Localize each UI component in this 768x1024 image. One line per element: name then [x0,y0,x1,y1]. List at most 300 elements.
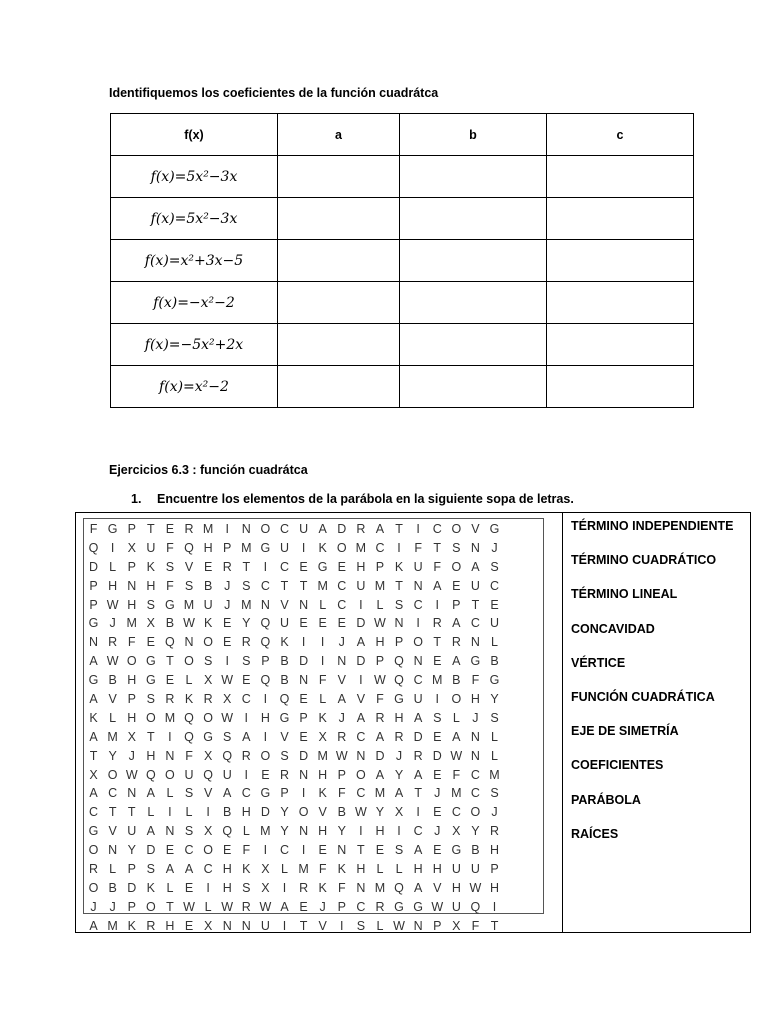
grid-letter[interactable]: I [301,843,306,858]
grid-letter[interactable]: Y [242,616,251,631]
grid-letter[interactable]: R [375,899,385,914]
grid-letter[interactable]: M [107,918,118,933]
grid-letter[interactable]: L [166,880,174,895]
grid-letter[interactable]: A [89,729,98,744]
grid-letter[interactable]: V [280,729,289,744]
grid-letter[interactable]: C [470,616,480,631]
grid-letter[interactable]: F [471,918,480,933]
grid-letter[interactable]: X [203,748,213,763]
grid-letter[interactable]: C [279,843,289,858]
grid-letter[interactable]: X [146,616,155,631]
grid-letter[interactable]: O [184,654,194,669]
grid-letter[interactable]: X [203,918,213,933]
grid-letter[interactable]: O [336,540,347,555]
grid-letter[interactable]: Q [165,635,175,650]
grid-letter[interactable]: Q [222,824,233,839]
grid-letter[interactable]: O [203,710,213,725]
grid-letter[interactable]: S [146,862,155,877]
grid-letter[interactable]: G [145,673,156,688]
grid-letter[interactable]: T [357,843,365,858]
grid-letter[interactable]: P [127,559,136,574]
grid-letter[interactable]: E [452,578,461,593]
answer-cell-c[interactable] [547,324,694,366]
grid-letter[interactable]: Q [394,673,404,688]
grid-letter[interactable]: B [471,843,480,858]
grid-letter[interactable]: K [203,616,213,631]
grid-letter[interactable]: S [242,654,251,669]
grid-letter[interactable]: M [202,522,214,536]
answer-cell-b[interactable] [400,324,547,366]
grid-letter[interactable]: S [165,559,175,574]
grid-letter[interactable]: Y [280,824,289,839]
grid-letter[interactable]: I [225,654,229,669]
grid-letter[interactable]: O [413,635,423,650]
grid-letter[interactable]: T [166,899,174,914]
grid-letter[interactable]: E [299,559,308,574]
grid-letter[interactable]: S [394,843,404,858]
grid-letter[interactable]: O [260,522,271,536]
grid-letter[interactable]: W [431,899,444,914]
grid-letter[interactable]: U [356,578,366,593]
grid-letter[interactable]: Q [394,654,404,669]
grid-letter[interactable]: I [168,805,172,820]
grid-letter[interactable]: X [452,918,461,933]
grid-letter[interactable]: F [166,540,174,555]
grid-letter[interactable]: U [184,767,194,782]
grid-letter[interactable]: D [127,880,137,895]
grid-letter[interactable]: S [242,578,251,593]
grid-letter[interactable]: G [470,654,481,669]
grid-letter[interactable]: E [299,729,308,744]
grid-letter[interactable]: W [183,899,195,914]
grid-letter[interactable]: L [185,805,193,820]
grid-letter[interactable]: U [413,692,423,707]
grid-letter[interactable]: H [108,578,118,593]
grid-letter[interactable]: I [416,805,420,820]
grid-letter[interactable]: H [432,862,442,877]
grid-letter[interactable]: S [203,654,213,669]
grid-letter[interactable]: I [282,880,287,895]
grid-letter[interactable]: O [470,805,481,820]
grid-letter[interactable]: F [318,862,327,877]
grid-letter[interactable]: Q [470,899,481,914]
grid-letter[interactable]: R [279,767,289,782]
grid-letter[interactable]: I [263,559,268,574]
grid-letter[interactable]: N [127,578,137,593]
grid-letter[interactable]: B [280,673,289,688]
grid-letter[interactable]: Y [490,692,499,707]
answer-cell-a[interactable] [278,324,400,366]
grid-letter[interactable]: N [337,654,347,669]
grid-letter[interactable]: A [394,786,404,801]
grid-letter[interactable]: A [89,786,98,801]
grid-letter[interactable]: N [470,729,480,744]
grid-letter[interactable]: H [222,880,232,895]
grid-letter[interactable]: L [491,635,498,650]
grid-letter[interactable]: R [299,880,309,895]
grid-letter[interactable]: A [413,767,423,782]
grid-letter[interactable]: I [244,767,249,782]
grid-letter[interactable]: Y [337,824,346,839]
grid-letter[interactable]: L [147,805,155,820]
grid-letter[interactable]: D [413,729,423,744]
grid-letter[interactable]: E [433,767,442,782]
grid-letter[interactable]: N [299,767,309,782]
grid-letter[interactable]: U [127,824,137,839]
grid-letter[interactable]: O [165,767,175,782]
grid-letter[interactable]: A [337,692,346,707]
grid-letter[interactable]: E [146,635,155,650]
grid-letter[interactable]: V [184,559,194,574]
grid-letter[interactable]: S [452,540,461,555]
grid-letter[interactable]: T [395,522,403,536]
grid-letter[interactable]: M [489,767,500,782]
grid-letter[interactable]: R [241,635,251,650]
grid-letter[interactable]: K [318,880,327,895]
grid-letter[interactable]: E [318,843,327,858]
grid-letter[interactable]: H [127,673,137,688]
grid-letter[interactable]: F [318,673,327,688]
grid-letter[interactable]: Y [108,748,117,763]
grid-letter[interactable]: E [490,597,499,612]
grid-letter[interactable]: G [489,522,500,536]
grid-letter[interactable]: P [280,786,289,801]
answer-cell-c[interactable] [547,282,694,324]
grid-letter[interactable]: N [299,597,309,612]
grid-letter[interactable]: X [203,824,213,839]
grid-letter[interactable]: L [185,673,193,688]
grid-letter[interactable]: Q [88,540,99,555]
grid-letter[interactable]: U [203,597,213,612]
grid-letter[interactable]: B [108,880,117,895]
grid-letter[interactable]: I [416,522,420,536]
grid-letter[interactable]: F [242,843,251,858]
grid-letter[interactable]: S [146,692,155,707]
grid-letter[interactable]: H [451,880,461,895]
grid-letter[interactable]: I [320,635,325,650]
grid-letter[interactable]: J [338,635,345,650]
grid-letter[interactable]: T [242,559,251,574]
grid-letter[interactable]: G [413,899,423,914]
grid-letter[interactable]: M [374,786,386,801]
grid-letter[interactable]: I [320,654,325,669]
grid-letter[interactable]: F [166,578,174,593]
grid-letter[interactable]: N [184,635,194,650]
grid-letter[interactable]: P [127,899,136,914]
grid-letter[interactable]: N [413,918,423,933]
grid-letter[interactable]: H [413,862,423,877]
grid-letter[interactable]: G [394,899,404,914]
grid-letter[interactable]: L [319,597,327,612]
grid-letter[interactable]: T [147,522,155,536]
grid-letter[interactable]: W [354,805,367,820]
answer-cell-c[interactable] [547,198,694,240]
grid-letter[interactable]: K [318,710,327,725]
grid-letter[interactable]: V [356,692,366,707]
grid-letter[interactable]: K [146,880,155,895]
grid-letter[interactable]: T [147,729,155,744]
grid-letter[interactable]: H [146,578,156,593]
grid-letter[interactable]: L [281,862,288,877]
grid-letter[interactable]: F [414,540,422,555]
grid-letter[interactable]: K [127,918,136,933]
grid-letter[interactable]: H [356,862,366,877]
grid-letter[interactable]: R [184,522,194,536]
grid-letter[interactable]: H [203,540,213,555]
grid-letter[interactable]: G [107,522,118,536]
grid-letter[interactable]: B [203,578,213,593]
grid-letter[interactable]: K [242,862,251,877]
grid-letter[interactable]: W [221,710,234,725]
grid-letter[interactable]: W [393,918,405,933]
grid-letter[interactable]: M [432,673,443,688]
grid-letter[interactable]: J [491,540,498,555]
grid-letter[interactable]: M [164,710,176,725]
grid-letter[interactable]: H [470,692,480,707]
grid-letter[interactable]: E [299,899,308,914]
grid-letter[interactable]: C [413,673,423,688]
grid-letter[interactable]: C [356,899,366,914]
grid-letter[interactable]: E [165,843,175,858]
grid-letter[interactable]: I [263,692,268,707]
grid-letter[interactable]: D [337,522,347,536]
grid-letter[interactable]: Y [280,805,289,820]
grid-letter[interactable]: D [375,748,385,763]
grid-letter[interactable]: A [413,880,423,895]
grid-letter[interactable]: E [223,635,232,650]
grid-letter[interactable]: E [433,654,442,669]
grid-letter[interactable]: I [301,540,306,555]
grid-letter[interactable]: F [337,880,346,895]
grid-letter[interactable]: E [223,843,232,858]
grid-letter[interactable]: Q [260,616,271,631]
grid-letter[interactable]: K [280,635,289,650]
grid-letter[interactable]: V [203,786,213,801]
grid-letter[interactable]: L [109,710,117,725]
grid-letter[interactable]: L [376,862,384,877]
grid-letter[interactable]: B [452,673,461,688]
grid-letter[interactable]: N [127,786,137,801]
grid-letter[interactable]: F [185,748,193,763]
grid-letter[interactable]: R [108,635,118,650]
answer-cell-a[interactable] [278,282,400,324]
grid-letter[interactable]: J [109,899,116,914]
grid-letter[interactable]: I [244,710,249,725]
grid-letter[interactable]: Q [279,692,290,707]
grid-letter[interactable]: J [109,616,116,631]
grid-letter[interactable]: T [395,578,403,593]
grid-letter[interactable]: F [452,767,461,782]
grid-letter[interactable]: N [413,654,423,669]
grid-letter[interactable]: G [88,824,99,839]
grid-letter[interactable]: T [414,786,422,801]
grid-letter[interactable]: R [337,729,347,744]
grid-letter[interactable]: S [184,824,194,839]
grid-letter[interactable]: P [452,597,461,612]
grid-letter[interactable]: U [146,540,156,555]
grid-letter[interactable]: E [337,616,346,631]
grid-letter[interactable]: G [88,616,99,631]
grid-letter[interactable]: S [433,710,442,725]
grid-letter[interactable]: C [432,522,442,536]
answer-cell-b[interactable] [400,156,547,198]
grid-letter[interactable]: N [165,748,175,763]
grid-letter[interactable]: V [108,824,117,839]
grid-letter[interactable]: C [451,805,461,820]
grid-letter[interactable]: M [451,786,462,801]
grid-letter[interactable]: U [490,616,500,631]
grid-letter[interactable]: R [432,616,442,631]
answer-cell-b[interactable] [400,282,547,324]
grid-letter[interactable]: C [279,522,289,536]
grid-letter[interactable]: P [127,522,136,536]
grid-letter[interactable]: S [146,597,155,612]
grid-letter[interactable]: Q [184,729,194,744]
grid-letter[interactable]: P [394,635,404,650]
grid-letter[interactable]: O [355,767,366,782]
grid-letter[interactable]: M [317,578,328,593]
grid-letter[interactable]: P [299,710,308,725]
grid-letter[interactable]: T [280,578,289,593]
grid-letter[interactable]: E [165,522,175,536]
grid-letter[interactable]: H [260,710,270,725]
grid-letter[interactable]: A [356,710,366,725]
grid-letter[interactable]: Q [184,710,194,725]
grid-letter[interactable]: A [413,710,423,725]
grid-letter[interactable]: W [259,899,272,914]
grid-letter[interactable]: R [413,748,423,763]
grid-letter[interactable]: N [470,748,480,763]
grid-letter[interactable]: I [206,805,210,820]
grid-letter[interactable]: K [184,692,194,707]
grid-letter[interactable]: H [222,862,232,877]
grid-letter[interactable]: N [299,673,309,688]
grid-letter[interactable]: N [89,635,99,650]
grid-letter[interactable]: I [359,597,363,612]
grid-letter[interactable]: U [451,899,461,914]
grid-letter[interactable]: I [110,540,115,555]
answer-cell-c[interactable] [547,240,694,282]
grid-letter[interactable]: M [107,729,118,744]
grid-letter[interactable]: H [356,559,366,574]
grid-letter[interactable]: T [89,748,98,763]
grid-letter[interactable]: E [203,559,213,574]
grid-letter[interactable]: M [374,880,386,895]
grid-letter[interactable]: H [165,918,175,933]
grid-letter[interactable]: M [298,862,309,877]
grid-letter[interactable]: G [260,786,271,801]
grid-letter[interactable]: X [127,540,136,555]
grid-letter[interactable]: D [356,654,366,669]
answer-cell-b[interactable] [400,240,547,282]
grid-letter[interactable]: J [90,899,97,914]
grid-letter[interactable]: X [203,673,213,688]
grid-letter[interactable]: V [280,597,289,612]
grid-letter[interactable]: A [471,559,480,574]
grid-letter[interactable]: O [203,635,213,650]
grid-letter[interactable]: O [107,767,118,782]
grid-letter[interactable]: A [165,862,175,877]
grid-letter[interactable]: I [416,616,420,631]
grid-letter[interactable]: A [375,729,385,744]
grid-letter[interactable]: A [89,692,98,707]
grid-letter[interactable]: P [337,899,346,914]
grid-letter[interactable]: K [318,786,327,801]
grid-letter[interactable]: B [337,805,346,820]
grid-letter[interactable]: J [224,578,231,593]
grid-letter[interactable]: G [88,673,99,688]
grid-letter[interactable]: C [241,692,251,707]
grid-letter[interactable]: W [374,616,386,631]
grid-letter[interactable]: C [490,578,500,593]
grid-letter[interactable]: A [452,654,461,669]
grid-letter[interactable]: R [203,692,213,707]
grid-letter[interactable]: A [413,843,423,858]
grid-letter[interactable]: F [127,635,136,650]
grid-letter[interactable]: N [356,748,366,763]
grid-letter[interactable]: I [263,729,268,744]
grid-letter[interactable]: E [433,805,442,820]
grid-letter[interactable]: L [166,786,174,801]
grid-letter[interactable]: P [375,559,385,574]
grid-letter[interactable]: J [491,805,498,820]
grid-letter[interactable]: N [165,824,175,839]
grid-letter[interactable]: C [375,540,385,555]
grid-letter[interactable]: A [89,918,98,933]
grid-letter[interactable]: N [356,880,366,895]
grid-letter[interactable]: S [490,710,499,725]
grid-letter[interactable]: R [89,862,99,877]
grid-letter[interactable]: H [490,880,500,895]
grid-letter[interactable]: R [222,559,232,574]
grid-letter[interactable]: O [260,748,271,763]
grid-letter[interactable]: U [470,578,480,593]
grid-letter[interactable]: L [109,559,117,574]
grid-letter[interactable]: I [301,786,306,801]
grid-letter[interactable]: B [223,805,232,820]
grid-letter[interactable]: G [489,673,500,688]
grid-letter[interactable]: N [241,918,251,933]
grid-letter[interactable]: U [470,862,480,877]
grid-letter[interactable]: A [318,522,327,536]
grid-letter[interactable]: T [166,654,174,669]
grid-letter[interactable]: K [89,710,98,725]
grid-letter[interactable]: J [395,748,403,763]
grid-letter[interactable]: E [299,616,308,631]
grid-letter[interactable]: X [261,880,270,895]
grid-letter[interactable]: X [89,767,98,782]
grid-letter[interactable]: I [435,597,439,612]
grid-letter[interactable]: U [413,559,423,574]
grid-letter[interactable]: W [221,899,234,914]
grid-letter[interactable]: U [279,540,289,555]
grid-letter[interactable]: S [394,597,404,612]
grid-letter[interactable]: S [280,748,289,763]
grid-letter[interactable]: K [146,559,155,574]
grid-letter[interactable]: X [394,805,404,820]
grid-letter[interactable]: B [108,673,117,688]
grid-letter[interactable]: P [223,540,232,555]
grid-letter[interactable]: H [241,805,251,820]
grid-letter[interactable]: E [433,729,442,744]
grid-letter[interactable]: T [471,597,480,612]
grid-letter[interactable]: G [165,597,175,612]
grid-letter[interactable]: A [452,729,461,744]
grid-letter[interactable]: S [242,880,251,895]
answer-cell-c[interactable] [547,156,694,198]
grid-letter[interactable]: M [126,616,137,631]
grid-letter[interactable]: A [452,616,461,631]
